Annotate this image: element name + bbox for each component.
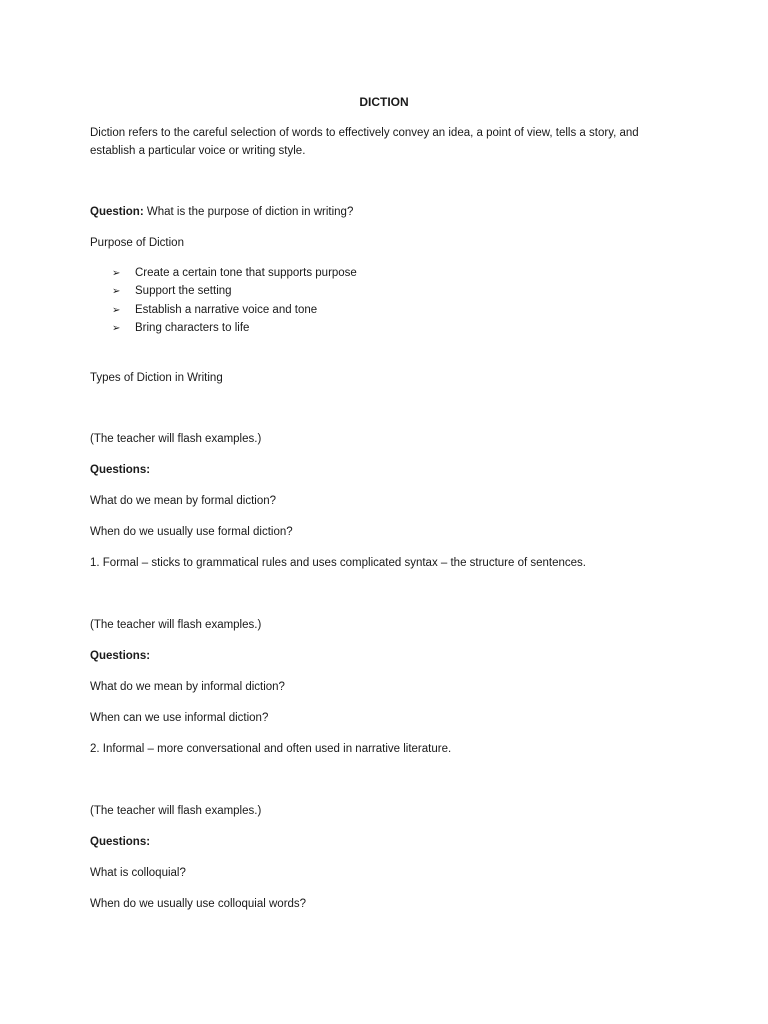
flash-note: (The teacher will flash examples.) — [90, 619, 262, 631]
list-item-text: Support the setting — [135, 285, 232, 298]
informal-definition: 2. Informal – more conversational and often used in narrative literature. — [90, 743, 452, 755]
flash-note: (The teacher will flash examples.) — [90, 433, 262, 445]
questions-label: Questions: — [90, 650, 151, 662]
arrow-bullet-icon: ➢ — [112, 322, 121, 334]
list-item — [112, 303, 357, 321]
questions-label: Questions: — [90, 836, 151, 848]
list-item — [112, 266, 357, 284]
arrow-bullet-icon: ➢ — [112, 268, 121, 279]
types-heading: Types of Diction in Writing — [90, 372, 223, 384]
purpose-heading: Purpose of Diction — [90, 237, 184, 249]
purpose-list — [112, 266, 357, 339]
question-text: What is the purpose of diction in writing? — [143, 206, 354, 218]
arrow-bullet-icon: ➢ — [112, 304, 121, 316]
question-label: Question: — [90, 206, 144, 218]
arrow-bullet-icon: ➢ — [112, 286, 121, 298]
flash-note: (The teacher will flash examples.) — [90, 805, 262, 817]
list-item — [112, 321, 357, 339]
question-line: What is colloquial? — [90, 867, 186, 879]
formal-definition: 1. Formal – sticks to grammatical rules and uses complicated syntax – the structure of sentences. — [90, 557, 586, 569]
list-item-text: Establish a narrative voice and tone — [135, 303, 318, 316]
question-line: What do we mean by informal diction? — [90, 681, 285, 693]
question-line: When do we usually use colloquial words? — [90, 898, 307, 910]
document-title: DICTION — [359, 95, 409, 109]
list-item-text: Create a certain tone that supports purpose — [135, 267, 357, 279]
questions-label: Questions: — [90, 464, 151, 476]
list-item-text: Bring characters to life — [135, 321, 250, 334]
question-line: What do we mean by formal diction? — [90, 495, 277, 507]
intro-paragraph: Diction refers to the careful selection of words to effectively convey an idea, a point of view, tells a story, and establish a particular voice or writing style. — [90, 127, 639, 157]
purpose-question — [90, 205, 353, 219]
question-line: When do we usually use formal diction? — [90, 526, 293, 538]
question-line: When can we use informal diction? — [90, 712, 269, 724]
list-item — [112, 284, 357, 302]
